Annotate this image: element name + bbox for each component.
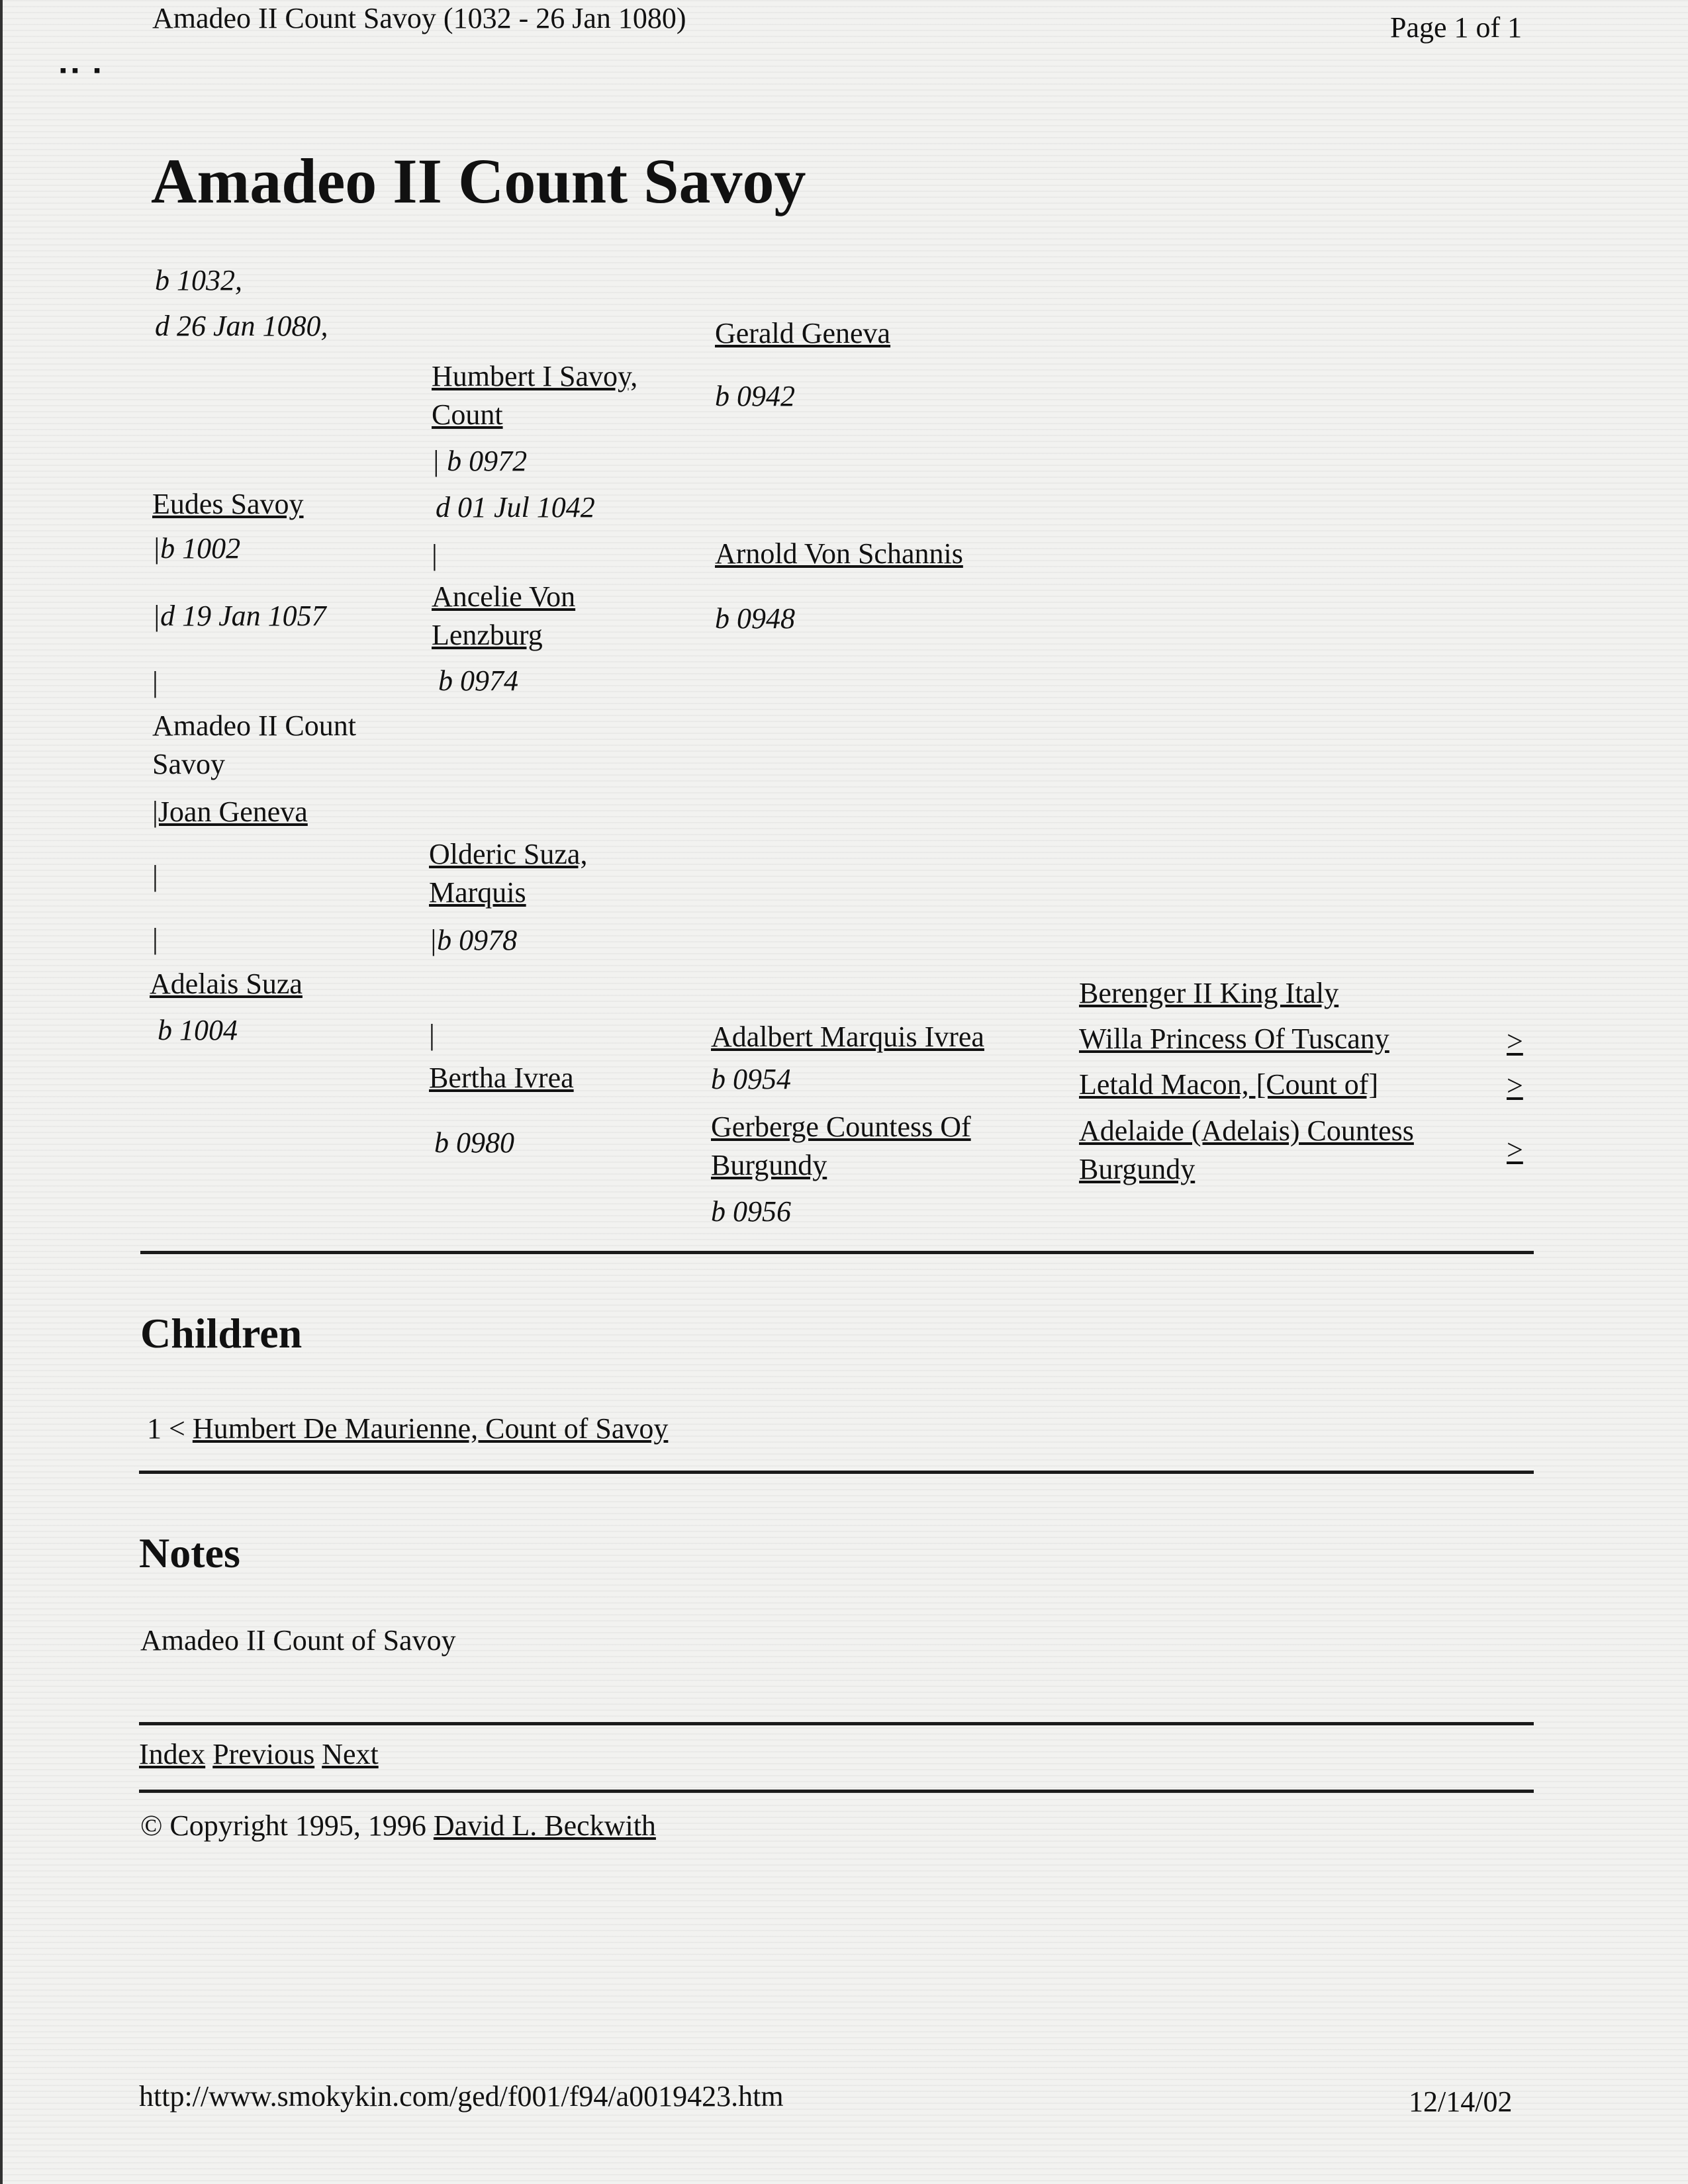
ancestor-gerberge-burgundy-link[interactable]: Gerberge Countess Of Burgundy — [711, 1111, 971, 1181]
divider — [139, 1790, 1534, 1793]
ancestor-ancelie-von-lenzburg-link[interactable]: Ancelie Von Lenzburg — [432, 580, 576, 651]
ancestor-arnold-birth: b 0948 — [715, 602, 795, 635]
more-ancestors-arrow[interactable]: > — [1507, 1069, 1523, 1102]
ancestor-gerald-geneva-link[interactable]: Gerald Geneva — [715, 317, 891, 349]
ancestor-humbert-i-death: d 01 Jul 1042 — [436, 491, 595, 523]
ancestor-humbert-i-savoy-link[interactable]: Humbert I Savoy, Count — [432, 360, 638, 431]
ancestor-ancelie-birth: b 0974 — [438, 664, 518, 697]
mother-birth: b 1004 — [158, 1014, 238, 1046]
nav-previous-link[interactable]: Previous — [212, 1738, 315, 1770]
subject-birth: b 1032, — [155, 264, 242, 296]
child-index: 1 < — [147, 1412, 185, 1445]
mother-adelais-suza-link[interactable]: Adelais Suza — [150, 968, 303, 1000]
copyright-author-link[interactable]: David L. Beckwith — [433, 1809, 656, 1842]
divider — [139, 1722, 1534, 1725]
ancestor-berenger-ii-link[interactable]: Berenger II King Italy — [1079, 977, 1339, 1009]
copyright-text: © Copyright 1995, 1996 — [140, 1809, 426, 1842]
father-death: |d 19 Jan 1057 — [152, 600, 326, 632]
print-footer-url: http://www.smokykin.com/ged/f001/f94/a0019423.htm — [139, 2080, 784, 2113]
child-list-item — [147, 1410, 668, 1448]
nav-next-link[interactable]: Next — [322, 1738, 379, 1770]
print-header-page: Page 1 of 1 — [1390, 11, 1523, 44]
ancestor-arnold-von-schannis-link[interactable]: Arnold Von Schannis — [715, 537, 963, 570]
print-footer-date: 12/14/02 — [1409, 2085, 1513, 2118]
tree-connector: | — [432, 539, 438, 571]
ancestor-joan-geneva-link[interactable]: |Joan Geneva — [152, 796, 308, 828]
copyright — [140, 1807, 656, 1845]
ancestor-gerberge-birth: b 0956 — [711, 1195, 791, 1228]
divider — [139, 1471, 1534, 1474]
tree-connector: | — [152, 860, 158, 892]
page-title: Amadeo II Count Savoy — [151, 146, 806, 216]
nav-index-link[interactable]: Index — [139, 1738, 206, 1770]
ancestor-willa-tuscany-link[interactable]: Willa Princess Of Tuscany — [1079, 1023, 1389, 1055]
notes-heading: Notes — [139, 1529, 240, 1576]
more-ancestors-arrow[interactable]: > — [1507, 1134, 1523, 1166]
ancestor-humbert-i-birth: | b 0972 — [432, 445, 528, 477]
subject-death: d 26 Jan 1080, — [155, 310, 328, 342]
ancestor-olderic-birth: |b 0978 — [429, 924, 518, 956]
ancestor-bertha-birth: b 0980 — [434, 1126, 514, 1159]
ancestor-gerald-geneva-birth: b 0942 — [715, 380, 795, 412]
ancestor-bertha-ivrea-link[interactable]: Bertha Ivrea — [429, 1062, 574, 1094]
ancestor-adalbert-birth: b 0954 — [711, 1063, 791, 1095]
children-heading: Children — [140, 1310, 303, 1357]
nav-links — [139, 1735, 379, 1774]
scan-specks: ▪ ▪ ▪ — [60, 60, 101, 81]
ancestor-adelaide-burgundy-link[interactable]: Adelaide (Adelais) Countess Burgundy — [1079, 1115, 1414, 1185]
tree-connector: | — [152, 923, 158, 955]
subject-name: Amadeo II Count Savoy — [152, 709, 356, 780]
tree-connector: | — [429, 1019, 435, 1051]
ancestor-adalbert-ivrea-link[interactable]: Adalbert Marquis Ivrea — [711, 1021, 984, 1053]
ancestor-olderic-suza-link[interactable]: Olderic Suza, Marquis — [429, 838, 588, 909]
father-eudes-savoy-link[interactable]: Eudes Savoy — [152, 488, 304, 520]
more-ancestors-arrow[interactable]: > — [1507, 1025, 1523, 1058]
divider — [140, 1251, 1534, 1254]
tree-connector: | — [152, 666, 158, 698]
child-humbert-de-maurienne-link[interactable]: Humbert De Maurienne, Count of Savoy — [192, 1412, 669, 1445]
father-birth: |b 1002 — [152, 532, 241, 565]
ancestor-letald-macon-link[interactable]: Letald Macon, [Count of] — [1079, 1068, 1379, 1101]
print-header-title: Amadeo II Count Savoy (1032 - 26 Jan 1080) — [152, 2, 686, 34]
notes-text: Amadeo II Count of Savoy — [140, 1624, 456, 1657]
scan-edge — [0, 0, 3, 2184]
